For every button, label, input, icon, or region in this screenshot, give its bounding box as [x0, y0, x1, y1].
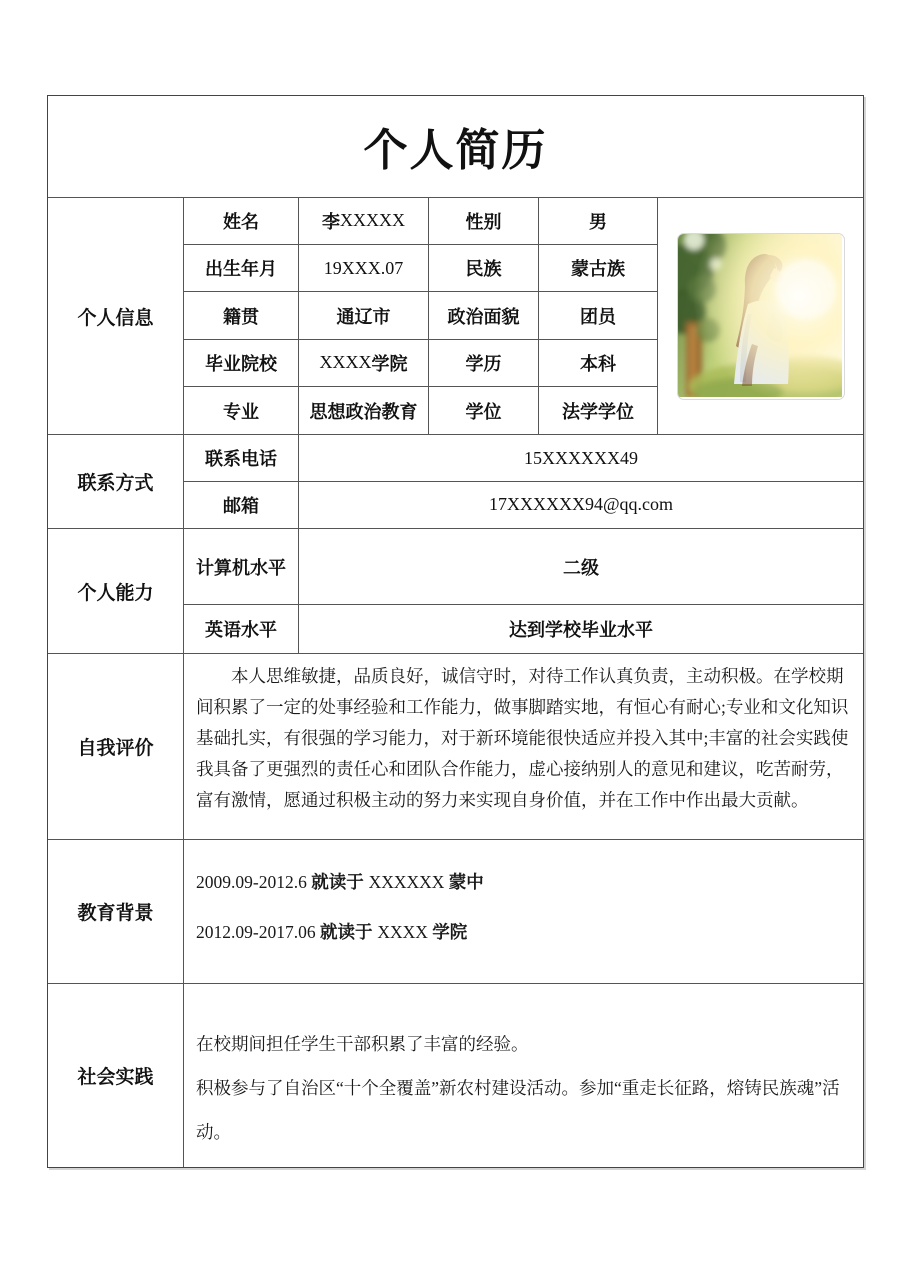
- section-label-personal-info: 个人信息: [48, 198, 184, 435]
- political-status-label: 政治面貌: [429, 292, 539, 339]
- education-section: [48, 840, 863, 985]
- self-evaluation-text: 本人思维敏捷，品质良好，诚信守时，对待工作认真负责，主动积极。在学校期间积累了一定的处事经验和工作能力，做事脚踏实地，有恒心有耐心;专业和文化知识基础扎实，有很强的学习能力，对于新环境能很快适应并投入其中;丰富的社会实践使我具备了更强烈的责任心和团队合作能力，虚心接纳别人的意见和建议，吃苦耐劳，富有激情，愿通过积极主动的努力来实现自身价值，并在工作中作出最大贡献。: [196, 665, 849, 810]
- section-label-practice: 社会实践: [48, 984, 184, 1167]
- section-label-education: 教育背景: [48, 840, 184, 984]
- profile-photo-art: [678, 234, 842, 397]
- education-school-x: XXXX: [377, 921, 433, 942]
- social-practice-section: [48, 984, 863, 1167]
- social-practice-line: 在校期间担任学生干部积累了丰富的经验。: [196, 1034, 529, 1055]
- computer-level-label: 计算机水平: [184, 529, 299, 605]
- contact-section: [48, 435, 863, 529]
- school-value-x: XXXX: [319, 352, 372, 373]
- gender-value: 男: [539, 198, 658, 245]
- education-school-name: 蒙中: [448, 871, 484, 892]
- email-value: 17XXXXXX94@qq.com: [488, 494, 674, 515]
- education-verb: 就读于: [311, 871, 369, 892]
- personal-info-section: [48, 198, 863, 436]
- major-label: 专业: [184, 387, 299, 434]
- education-school-name: 学院: [432, 921, 468, 942]
- school-value: [299, 340, 429, 387]
- hometown-label: 籍贯: [184, 292, 299, 339]
- social-practice-body: [184, 984, 863, 1167]
- school-value-cn: 学院: [371, 353, 408, 374]
- name-value: [299, 198, 429, 245]
- computer-level-value: 二级: [299, 529, 863, 605]
- degree-value: 法学学位: [539, 387, 658, 434]
- education-body: [184, 840, 863, 984]
- phone-value: 15XXXXXX49: [299, 435, 863, 481]
- section-label-ability: 个人能力: [48, 529, 184, 653]
- birthdate-value: 19XXX.07: [299, 245, 429, 292]
- section-label-contact: 联系方式: [48, 435, 184, 528]
- degree-level-value: 本科: [539, 340, 658, 387]
- hometown-value: 通辽市: [299, 292, 429, 339]
- title-section: [48, 96, 863, 198]
- degree-level-label: 学历: [429, 340, 539, 387]
- social-practice-line: 积极参与了自治区“十个全覆盖”新农村建设活动。参加“重走长征路，熔铸民族魂”活动。: [196, 1078, 840, 1143]
- name-value-cn: 李: [322, 211, 340, 232]
- education-item: [196, 916, 851, 948]
- english-level-value: 达到学校毕业水平: [509, 620, 653, 641]
- school-label: 毕业院校: [184, 340, 299, 387]
- name-label: 姓名: [184, 198, 299, 245]
- self-evaluation-section: [48, 654, 863, 840]
- email-label: 邮箱: [184, 482, 299, 528]
- degree-label: 学位: [429, 387, 539, 434]
- english-level-label: 英语水平: [184, 605, 299, 653]
- ability-section: [48, 529, 863, 654]
- page-title: 个人简历: [363, 126, 548, 176]
- gender-label: 性别: [429, 198, 539, 245]
- education-period: 2009.09-2012.6: [196, 871, 312, 892]
- education-school-x: XXXXXX: [368, 871, 449, 892]
- ethnicity-value: 蒙古族: [539, 245, 658, 292]
- education-verb: 就读于: [319, 921, 378, 942]
- resume-table: [47, 95, 864, 1168]
- profile-photo: [677, 233, 845, 400]
- photo-cell: [658, 198, 863, 435]
- section-label-evaluation: 自我评价: [48, 654, 184, 839]
- ethnicity-label: 民族: [429, 245, 539, 292]
- education-period: 2012.09-2017.06: [196, 921, 320, 942]
- phone-label: 联系电话: [184, 435, 299, 481]
- major-value: 思想政治教育: [299, 387, 429, 434]
- birthdate-label: 出生年月: [184, 245, 299, 292]
- name-value-x: XXXXX: [340, 210, 405, 231]
- political-status-value: 团员: [539, 292, 658, 339]
- education-item: [196, 866, 851, 898]
